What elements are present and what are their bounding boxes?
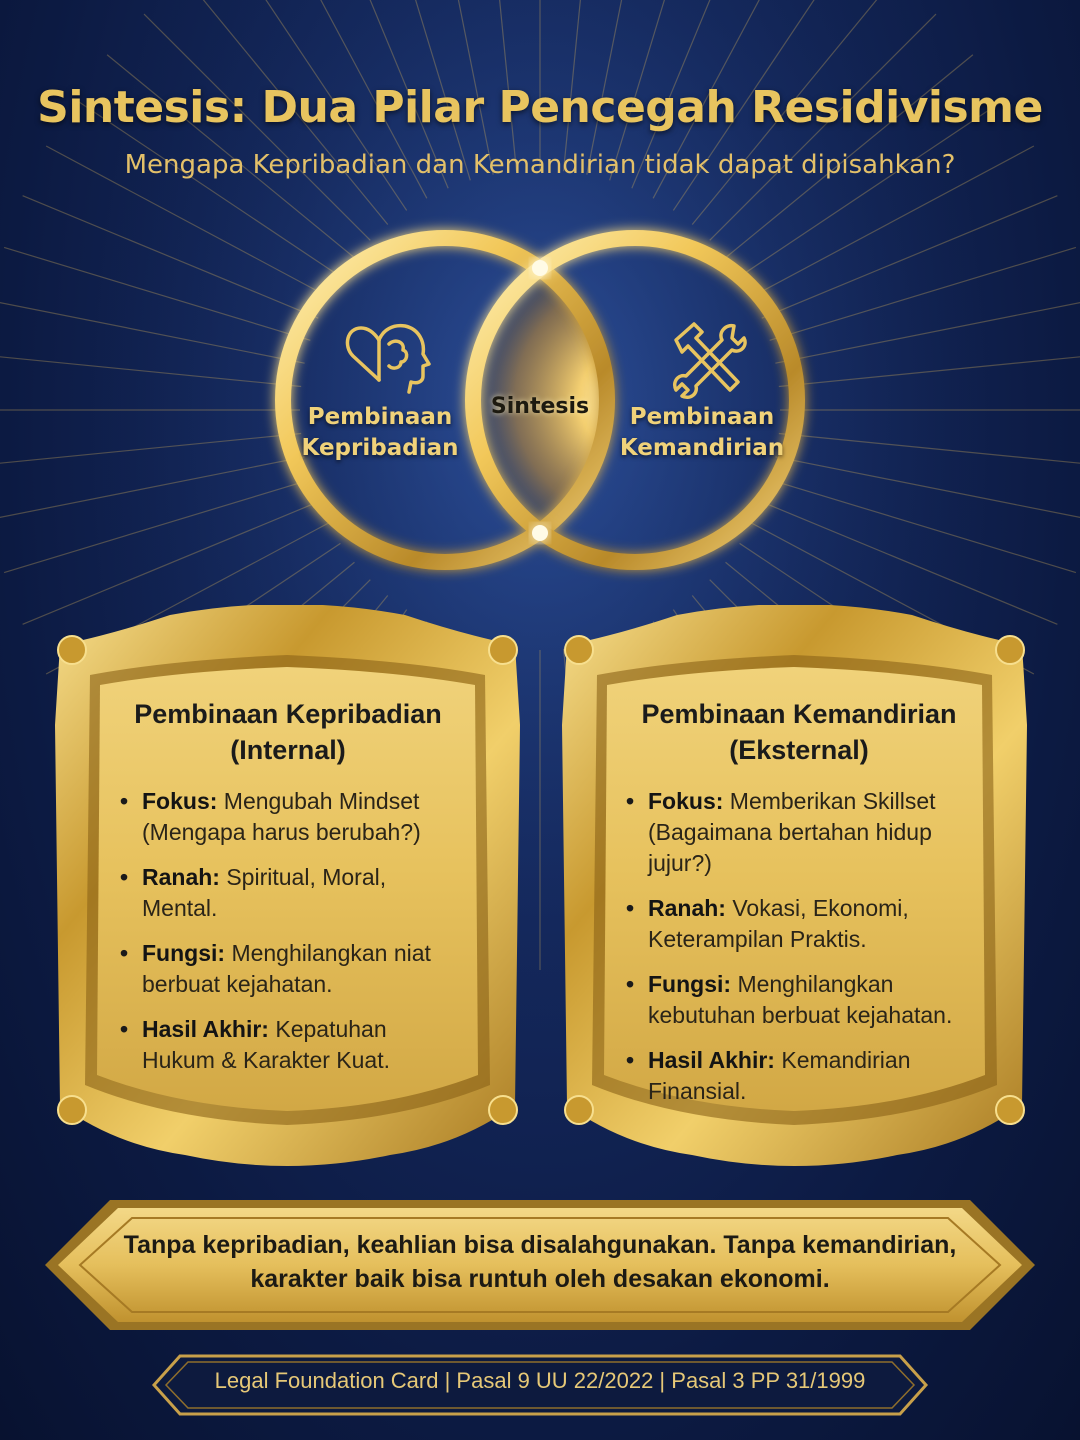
point-text: Kepatuhan Hukum & Karakter Kuat. — [142, 1016, 390, 1073]
venn-label-left-line2: Kepribadian — [301, 435, 459, 461]
list-item — [624, 1045, 974, 1107]
page-subtitle: Mengapa Kepribadian dan Kemandirian tidak dapat dipisahkan? — [124, 150, 956, 180]
card-points — [118, 786, 458, 1076]
point-text: Spiritual, Moral, Mental. — [142, 864, 387, 921]
card-title-line1: Pembinaan Kepribadian — [134, 699, 442, 729]
list-item — [624, 893, 974, 955]
point-key: Ranah: — [648, 895, 726, 921]
footer-text: Legal Foundation Card | Pasal 9 UU 22/2022 | Pasal 3 PP 31/1999 — [214, 1368, 866, 1393]
list-item — [118, 786, 458, 848]
card-title — [118, 696, 458, 768]
point-text: Kemandirian Finansial. — [648, 1047, 911, 1104]
sparkle-top — [532, 260, 548, 276]
list-item — [624, 969, 974, 1031]
card-kemandirian — [624, 696, 974, 1121]
point-text: Mengubah Mindset (Mengapa harus berubah?) — [142, 788, 421, 845]
point-key: Fungsi: — [142, 940, 226, 966]
point-key: Hasil Akhir: — [648, 1047, 775, 1073]
card-points — [624, 786, 974, 1107]
point-text: Vokasi, Ekonomi, Keterampilan Praktis. — [648, 895, 909, 952]
card-title-line2: (Internal) — [230, 735, 346, 765]
venn-label-right — [612, 402, 792, 464]
list-item — [118, 938, 458, 1000]
card-title-line2: (Eksternal) — [729, 735, 869, 765]
list-item — [118, 1014, 458, 1076]
list-item — [118, 862, 458, 924]
point-key: Hasil Akhir: — [142, 1016, 269, 1042]
heart-head-icon — [347, 326, 429, 392]
point-key: Fokus: — [648, 788, 724, 814]
point-key: Ranah: — [142, 864, 220, 890]
venn-label-left — [290, 402, 470, 464]
point-key: Fokus: — [142, 788, 218, 814]
venn-label-right-line1: Pembinaan — [629, 404, 775, 430]
venn-label-left-line1: Pembinaan — [307, 404, 453, 430]
quote-text: Tanpa kepribadian, keahlian bisa disalahgunakan. Tanpa kemandirian, karakter baik bisa runtuh oleh desakan ekonomi. — [123, 1231, 957, 1293]
venn-label-right-line2: Kemandirian — [619, 435, 785, 461]
card-kepribadian — [118, 696, 458, 1090]
hammer-wrench-icon — [675, 324, 745, 397]
list-item — [624, 786, 974, 879]
sparkle-bottom — [532, 525, 548, 541]
point-text: Memberikan Skillset (Bagaimana bertahan hidup jujur?) — [648, 788, 936, 876]
card-title — [624, 696, 974, 768]
card-title-line1: Pembinaan Kemandirian — [641, 699, 957, 729]
venn-label-center: Sintesis — [490, 394, 590, 419]
point-text: Menghilangkan niat berbuat kejahatan. — [142, 940, 431, 997]
page-title: Sintesis: Dua Pilar Pencegah Residivisme — [37, 82, 1043, 133]
point-text: Menghilangkan kebutuhan berbuat kejahatan. — [648, 971, 953, 1028]
point-key: Fungsi: — [648, 971, 732, 997]
